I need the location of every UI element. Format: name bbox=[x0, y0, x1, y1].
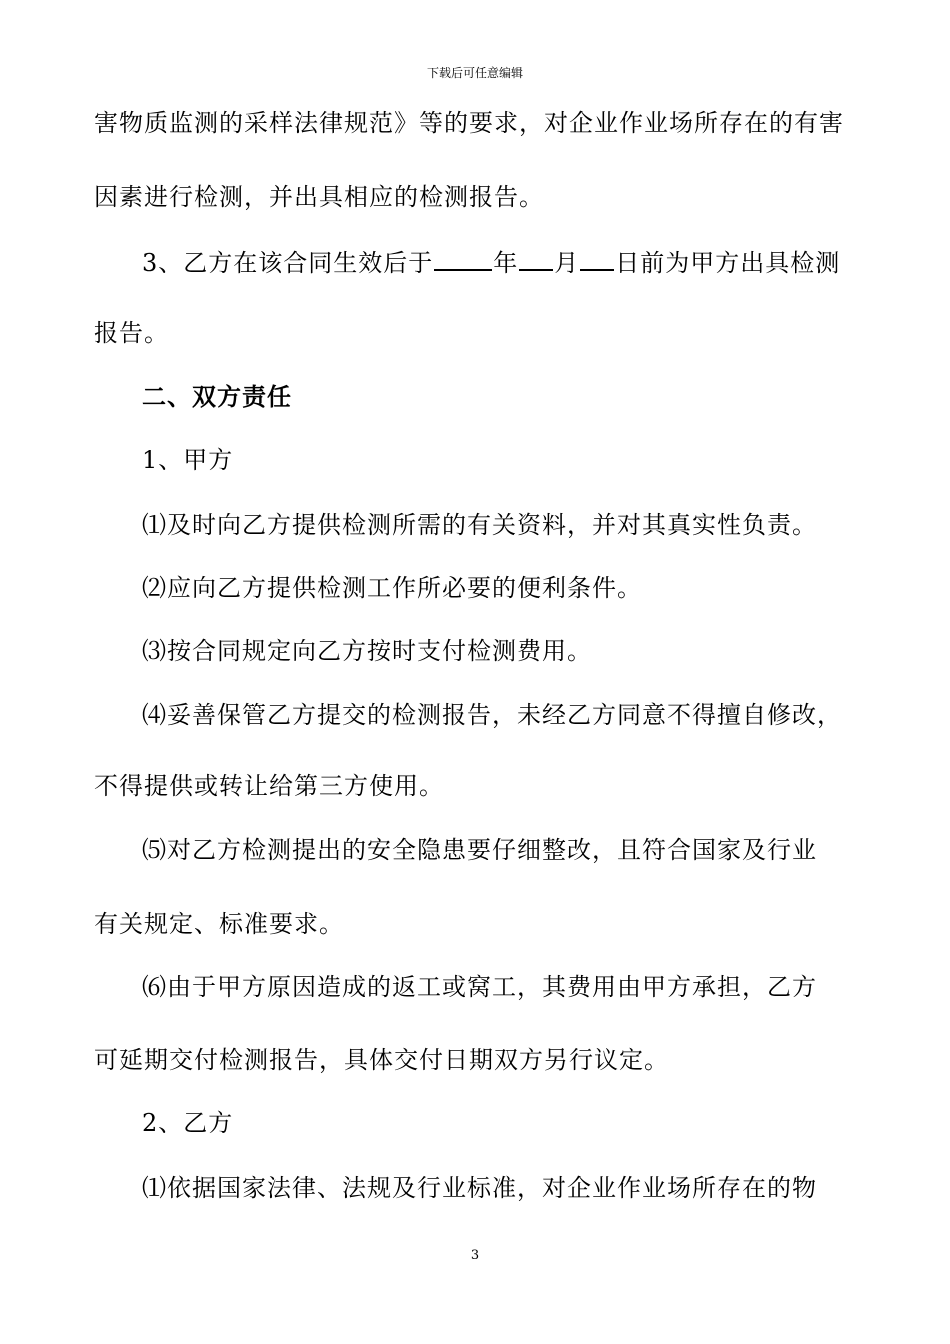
year-label: 年 bbox=[493, 249, 519, 277]
year-blank bbox=[434, 245, 492, 271]
list-item: ⑹由于甲方原因造成的返工或窝工，其费用由甲方承担，乙方 bbox=[142, 973, 817, 1001]
list-item: ⑴及时向乙方提供检测所需的有关资料，并对其真实性负责。 bbox=[142, 511, 817, 539]
list-item-continuation: 有关规定、标准要求。 bbox=[94, 910, 344, 938]
page-number: 3 bbox=[470, 1248, 480, 1263]
list-item: ⑵应向乙方提供检测工作所必要的便利条件。 bbox=[142, 574, 642, 602]
paragraph-line: 报告。 bbox=[94, 319, 169, 347]
list-item-continuation: 不得提供或转让给第三方使用。 bbox=[94, 772, 444, 800]
page-header-note: 下载后可任意编辑 bbox=[426, 66, 523, 80]
list-item: ⑷妥善保管乙方提交的检测报告，未经乙方同意不得擅自修改， bbox=[142, 701, 842, 729]
clause-3-text-d: 日前为甲方出具检测 bbox=[615, 249, 841, 277]
clause-3-line bbox=[0, 245, 950, 278]
list-item: ⑴依据国家法律、法规及行业标准，对企业作业场所存在的物 bbox=[142, 1174, 817, 1202]
list-item-continuation: 可延期交付检测报告，具体交付日期双方另行议定。 bbox=[94, 1046, 669, 1074]
section-heading: 二、双方责任 bbox=[142, 382, 292, 411]
month-label: 月 bbox=[554, 249, 580, 277]
paragraph-line: 因素进行检测，并出具相应的检测报告。 bbox=[94, 183, 544, 211]
day-blank bbox=[580, 245, 614, 271]
subsection-party-a: 1、甲方 bbox=[142, 446, 234, 474]
subsection-party-b: 2、乙方 bbox=[142, 1109, 234, 1137]
paragraph-line: 害物质监测的采样法律规范》等的要求，对企业作业场所存在的有害 bbox=[94, 109, 844, 137]
month-blank bbox=[519, 245, 553, 271]
clause-3-text-a: 3、乙方在该合同生效后于 bbox=[142, 249, 434, 277]
list-item: ⑸对乙方检测提出的安全隐患要仔细整改，且符合国家及行业 bbox=[142, 836, 817, 864]
list-item: ⑶按合同规定向乙方按时支付检测费用。 bbox=[142, 637, 592, 665]
